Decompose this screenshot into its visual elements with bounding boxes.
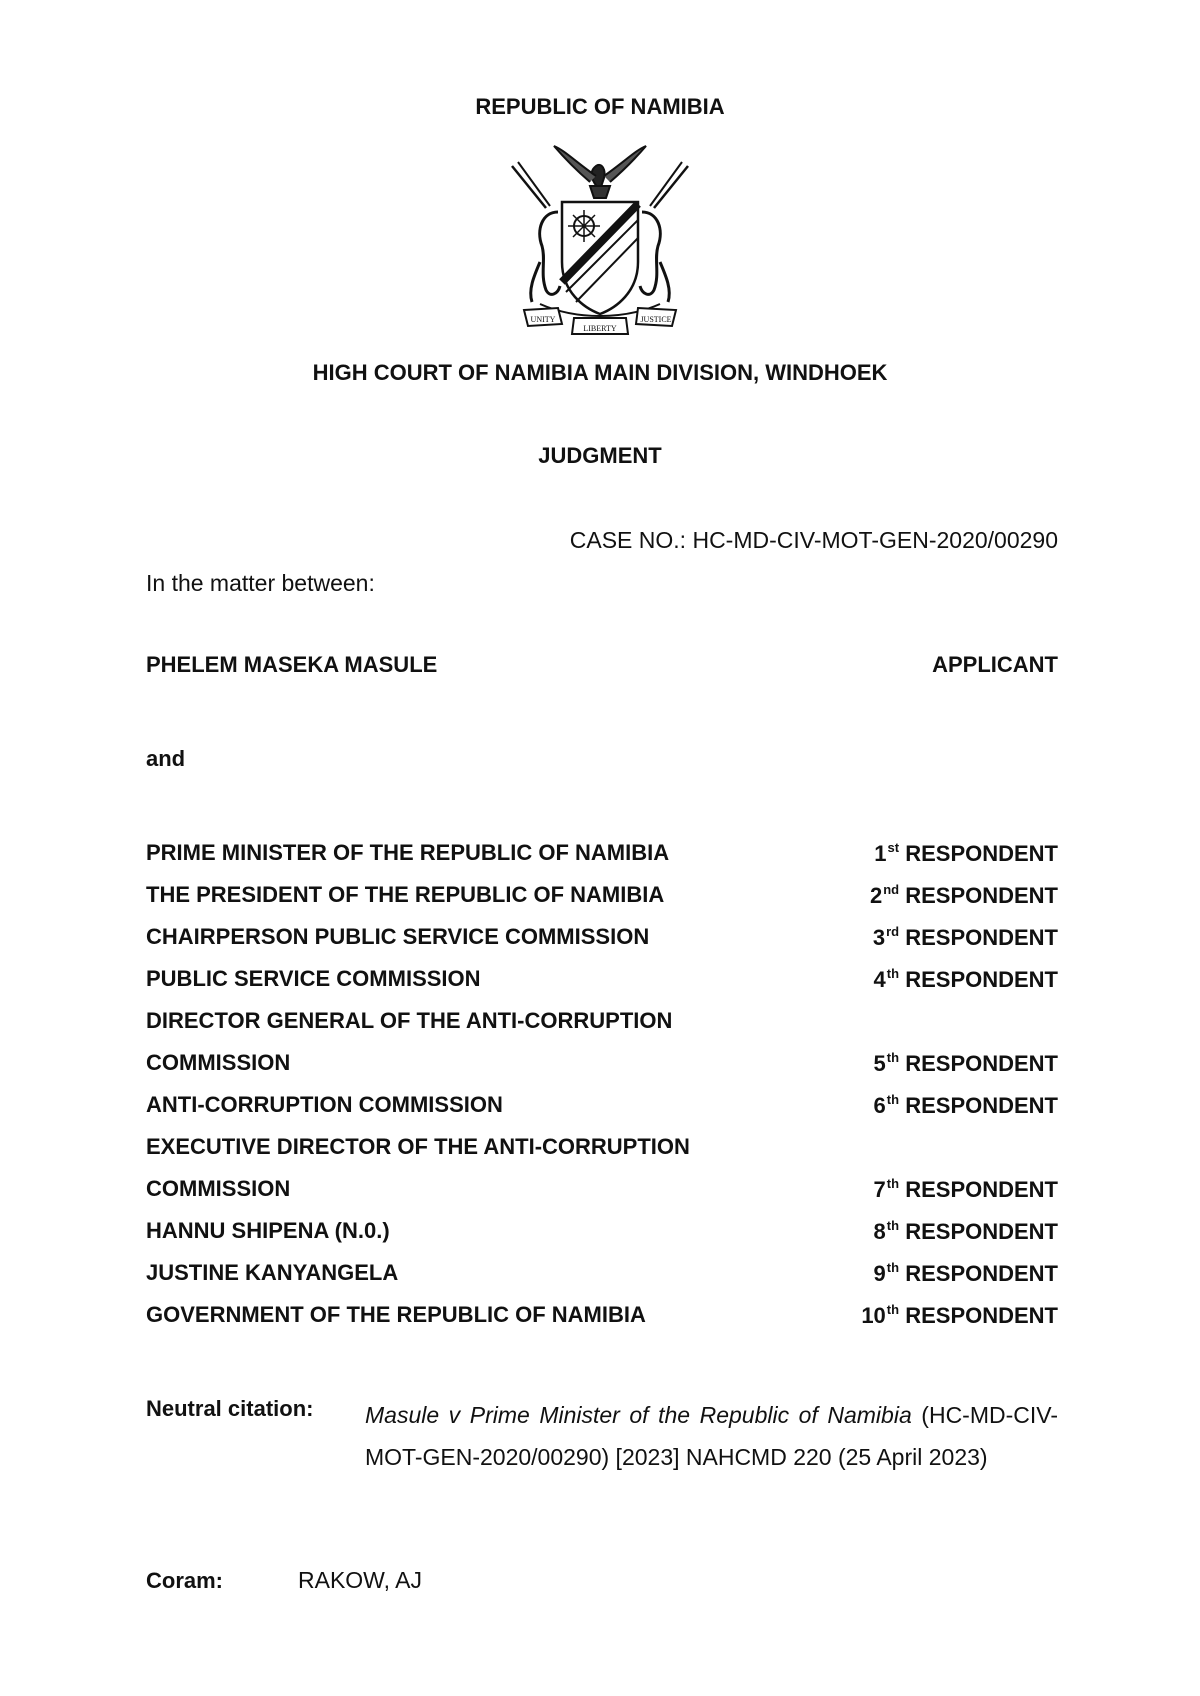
respondent-row bbox=[146, 924, 1058, 958]
respondent-label: RESPONDENT bbox=[905, 1303, 1058, 1328]
court-heading: HIGH COURT OF NAMIBIA MAIN DIVISION, WINDHOEK bbox=[312, 360, 888, 385]
citation-case-name: Masule v Prime Minister of the Republic of Namibia bbox=[365, 1402, 912, 1428]
respondent-label: RESPONDENT bbox=[905, 1177, 1058, 1202]
respondent-ordinal-suffix: th bbox=[886, 1218, 900, 1233]
respondent-label: RESPONDENT bbox=[905, 1093, 1058, 1118]
respondent-name: THE PRESIDENT OF THE REPUBLIC OF NAMIBIA bbox=[146, 882, 665, 907]
respondent-row bbox=[146, 1218, 1058, 1252]
respondent-number: 4 bbox=[873, 967, 886, 992]
respondent-name: HANNU SHIPENA (N.0.) bbox=[146, 1218, 390, 1243]
respondent-ordinal-suffix: th bbox=[886, 1302, 900, 1317]
respondent-name: DIRECTOR GENERAL OF THE ANTI-CORRUPTION bbox=[146, 1008, 673, 1033]
citation-reference: (HC-MD-CIV-MOT-GEN-2020/00290) [2023] NAHCMD 220 (25 April 2023) bbox=[365, 1402, 1058, 1470]
respondent-role bbox=[873, 924, 1058, 951]
coat-of-arms-icon bbox=[506, 142, 694, 338]
respondent-role bbox=[874, 966, 1058, 993]
respondent-name: COMMISSION bbox=[146, 1176, 291, 1201]
respondent-row bbox=[146, 840, 1058, 874]
respondent-label: RESPONDENT bbox=[905, 967, 1058, 992]
respondent-row bbox=[146, 1008, 1058, 1042]
applicant-name: PHELEM MASEKA MASULE bbox=[146, 652, 438, 677]
respondent-name: PUBLIC SERVICE COMMISSION bbox=[146, 966, 481, 991]
respondent-role bbox=[874, 840, 1058, 867]
respondent-number: 10 bbox=[861, 1303, 886, 1328]
respondent-ordinal-suffix: rd bbox=[886, 924, 900, 939]
respondent-number: 7 bbox=[873, 1177, 886, 1202]
coram-value: RAKOW, AJ bbox=[298, 1567, 422, 1593]
citation-label: Neutral citation: bbox=[146, 1396, 314, 1421]
matter-between: In the matter between: bbox=[146, 570, 375, 596]
respondent-number: 5 bbox=[873, 1051, 886, 1076]
respondent-number: 3 bbox=[872, 925, 886, 950]
judgment-heading: JUDGMENT bbox=[538, 443, 662, 468]
respondent-label: RESPONDENT bbox=[905, 841, 1058, 866]
coram-label: Coram: bbox=[146, 1568, 224, 1593]
respondent-label: RESPONDENT bbox=[905, 1051, 1058, 1076]
respondent-row bbox=[146, 1092, 1058, 1126]
respondent-number: 9 bbox=[873, 1261, 886, 1286]
respondent-name: ANTI-CORRUPTION COMMISSION bbox=[146, 1092, 503, 1117]
respondent-row bbox=[146, 1302, 1058, 1336]
case-number: CASE NO.: HC-MD-CIV-MOT-GEN-2020/00290 bbox=[569, 527, 1058, 553]
respondent-name: JUSTINE KANYANGELA bbox=[146, 1260, 399, 1285]
respondent-row bbox=[146, 882, 1058, 916]
and-text: and bbox=[146, 746, 186, 771]
respondent-ordinal-suffix: st bbox=[887, 840, 900, 855]
citation-text bbox=[365, 1394, 1058, 1478]
respondent-row bbox=[146, 1050, 1058, 1084]
respondent-number: 2 bbox=[869, 883, 883, 908]
respondent-number: 8 bbox=[873, 1219, 886, 1244]
respondent-number: 6 bbox=[873, 1093, 886, 1118]
respondent-role bbox=[874, 1092, 1058, 1119]
svg-text:LIBERTY: LIBERTY bbox=[583, 324, 617, 333]
applicant-row bbox=[146, 652, 1058, 686]
respondent-row bbox=[146, 966, 1058, 1000]
applicant-role: APPLICANT bbox=[932, 652, 1058, 677]
respondent-row bbox=[146, 1260, 1058, 1294]
respondent-label: RESPONDENT bbox=[905, 1261, 1058, 1286]
respondent-ordinal-suffix: th bbox=[886, 1050, 900, 1065]
respondent-name: PRIME MINISTER OF THE REPUBLIC OF NAMIBIA bbox=[146, 840, 670, 865]
respondent-ordinal-suffix: th bbox=[886, 1260, 900, 1275]
respondent-role bbox=[874, 1218, 1058, 1245]
respondent-role bbox=[870, 882, 1058, 909]
respondent-name: EXECUTIVE DIRECTOR OF THE ANTI-CORRUPTION bbox=[146, 1134, 690, 1159]
respondent-name: COMMISSION bbox=[146, 1050, 291, 1075]
respondent-ordinal-suffix: th bbox=[886, 1176, 900, 1191]
respondent-ordinal-suffix: th bbox=[886, 1092, 900, 1107]
respondent-name: GOVERNMENT OF THE REPUBLIC OF NAMIBIA bbox=[146, 1302, 646, 1327]
svg-text:JUSTICE: JUSTICE bbox=[640, 315, 672, 324]
respondent-number: 1 bbox=[874, 841, 887, 866]
respondent-label: RESPONDENT bbox=[905, 883, 1058, 908]
respondent-role bbox=[874, 1176, 1058, 1203]
respondent-row bbox=[146, 1134, 1058, 1168]
respondent-ordinal-suffix: th bbox=[886, 966, 900, 981]
respondent-label: RESPONDENT bbox=[905, 925, 1058, 950]
respondent-label: RESPONDENT bbox=[905, 1219, 1058, 1244]
republic-heading: REPUBLIC OF NAMIBIA bbox=[475, 94, 725, 119]
respondent-role bbox=[874, 1260, 1058, 1287]
respondent-role bbox=[861, 1302, 1058, 1329]
respondent-name: CHAIRPERSON PUBLIC SERVICE COMMISSION bbox=[146, 924, 650, 949]
respondent-ordinal-suffix: nd bbox=[883, 882, 900, 897]
svg-text:UNITY: UNITY bbox=[530, 315, 556, 324]
respondent-role bbox=[874, 1050, 1058, 1077]
respondent-row bbox=[146, 1176, 1058, 1210]
